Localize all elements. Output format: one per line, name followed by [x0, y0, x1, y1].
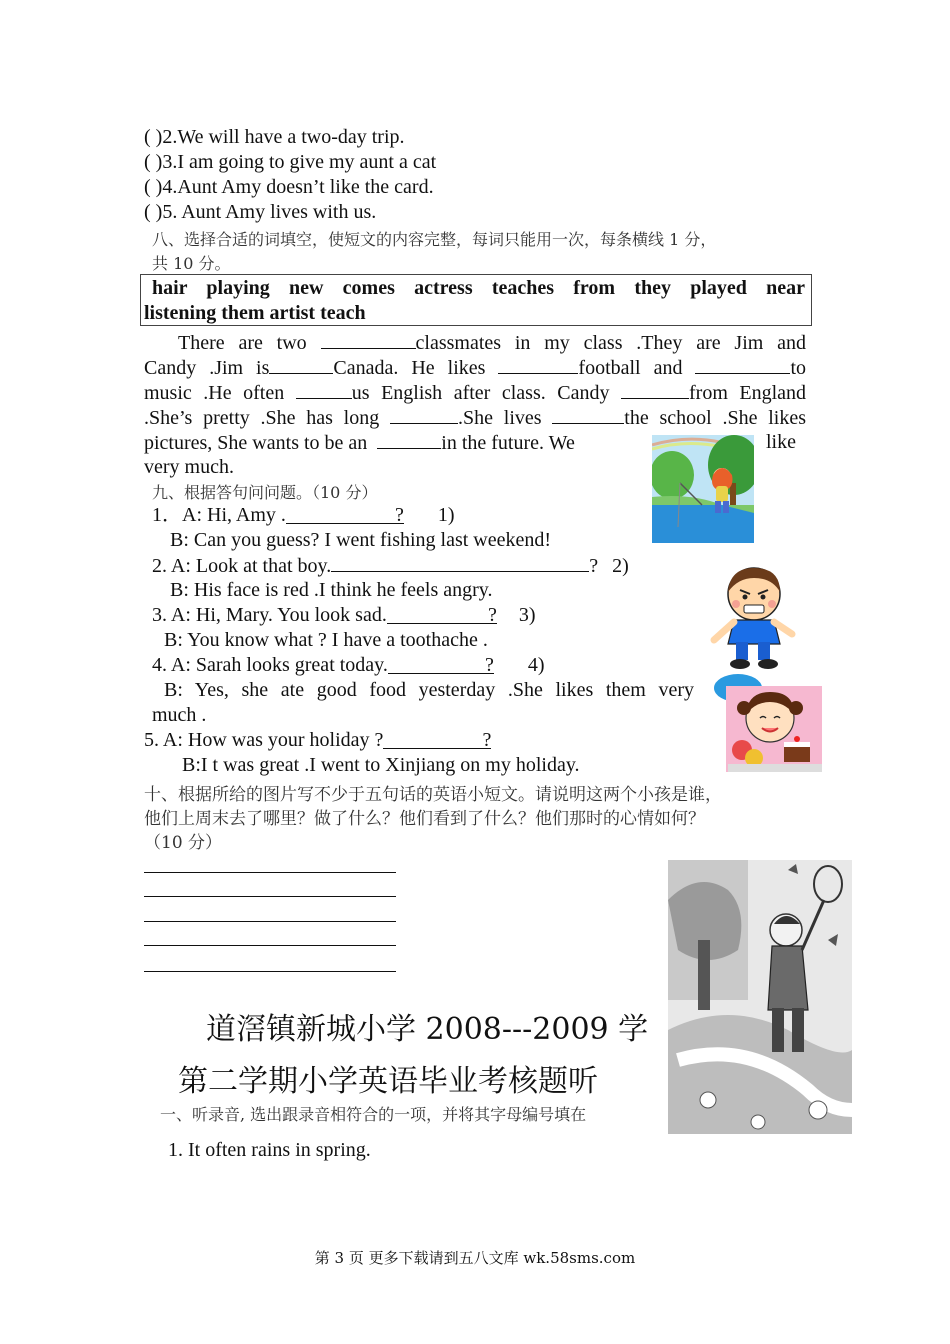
- blank[interactable]: [377, 430, 441, 449]
- q1-question: 1．A: Hi, Amy . ? 1): [152, 504, 455, 526]
- q4-answer: B: Yes, she ate good food yesterday .She likes them very: [164, 679, 694, 701]
- writing-line[interactable]: [144, 945, 396, 946]
- section10-instruction: 十、根据所给的图片写不少于五句话的英语小短文。请说明这两个小孩是谁，: [144, 785, 722, 805]
- girl-eating-icon: [708, 672, 822, 772]
- writing-line[interactable]: [144, 971, 396, 972]
- blank[interactable]: [621, 380, 689, 399]
- q2-answer: B: His face is red .I think he feels angry.: [170, 579, 493, 601]
- passage-line-3: music .He often us English after class. Candy from England: [144, 382, 806, 404]
- page-footer: 第 3 页 更多下载请到五八文库 wk.58sms.com: [314, 1249, 636, 1267]
- word-bank-line-1: hair playing new comes actress teaches from they played near: [152, 277, 805, 299]
- answer-blank[interactable]: [331, 553, 589, 572]
- blank[interactable]: [390, 405, 458, 424]
- q2-question: 2. A: Look at that boy. ? 2): [152, 555, 629, 577]
- listening-instruction: 一、听录音, 选出跟录音相符合的一项，并将其字母编号填在: [160, 1105, 587, 1124]
- judge-item-2: ( )2.We will have a two-day trip.: [144, 126, 405, 148]
- blank[interactable]: [296, 380, 352, 399]
- passage-line-6: very much.: [144, 456, 234, 478]
- answer-blank[interactable]: ?: [387, 605, 497, 624]
- writing-line[interactable]: [144, 872, 396, 873]
- q3-question: 3. A: Hi, Mary. You look sad. ? 3): [152, 604, 536, 626]
- judge-item-5: ( )5. Aunt Amy lives with us.: [144, 201, 377, 223]
- word-bank-line-2: listening them artist teach: [144, 302, 366, 324]
- q3-answer: B: You know what ? I have a toothache .: [164, 629, 488, 651]
- blank[interactable]: [498, 355, 578, 374]
- answer-blank[interactable]: ?: [383, 730, 491, 749]
- exam-title-line-1: 道滘镇新城小学 2008---2009 学: [206, 1012, 649, 1047]
- children-catching-butterflies-icon: [668, 860, 852, 1134]
- blank[interactable]: [552, 405, 624, 424]
- answer-blank[interactable]: ?: [388, 655, 494, 674]
- section8-instruction-cont: 共 10 分。: [152, 254, 231, 273]
- passage-line-5: pictures, She wants to be an in the future. We like: [144, 431, 796, 454]
- passage-line-4: .She’s pretty .She has long .She lives the school .She likes: [144, 407, 806, 429]
- q4-question: 4. A: Sarah looks great today. ? 4): [152, 654, 545, 676]
- q1-answer: B: Can you guess? I went fishing last weekend!: [170, 529, 552, 551]
- answer-blank[interactable]: ?: [286, 505, 404, 524]
- blank[interactable]: [269, 355, 333, 374]
- section10-score: （10 分）: [144, 833, 223, 853]
- word-bank-box: [140, 274, 812, 326]
- listening-item-1: 1. It often rains in spring.: [168, 1139, 371, 1161]
- q5-question: 5. A: How was your holiday ? ?: [144, 729, 492, 751]
- section9-instruction: 九、根据答句问问题。（10 分）: [152, 483, 378, 502]
- q4-answer-cont: much .: [152, 704, 207, 726]
- exam-title-line-2: 第二学期小学英语毕业考核题听: [178, 1064, 598, 1099]
- angry-boy-icon: [706, 562, 800, 672]
- judge-item-3: ( )3.I am going to give my aunt a cat: [144, 151, 437, 173]
- blank[interactable]: [321, 330, 416, 349]
- writing-line[interactable]: [144, 921, 396, 922]
- passage-line-2: Candy .Jim is Canada. He likes football and to: [144, 357, 806, 379]
- section8-instruction: 八、选择合适的词填空，使短文的内容完整，每词只能用一次，每条横线 1 分，: [152, 230, 717, 249]
- judge-item-4: ( )4.Aunt Amy doesn’t like the card.: [144, 176, 434, 198]
- writing-line[interactable]: [144, 896, 396, 897]
- q5-answer: B:I t was great .I went to Xinjiang on my holiday.: [182, 754, 580, 776]
- blank[interactable]: [695, 355, 790, 374]
- girl-fishing-icon: [652, 435, 754, 543]
- section10-instruction-cont: 他们上周末去了哪里？做了什么？他们看到了什么？他们那时的心情如何？: [144, 809, 705, 829]
- passage-line-1: There are two classmates in my class .They are Jim and: [178, 332, 806, 354]
